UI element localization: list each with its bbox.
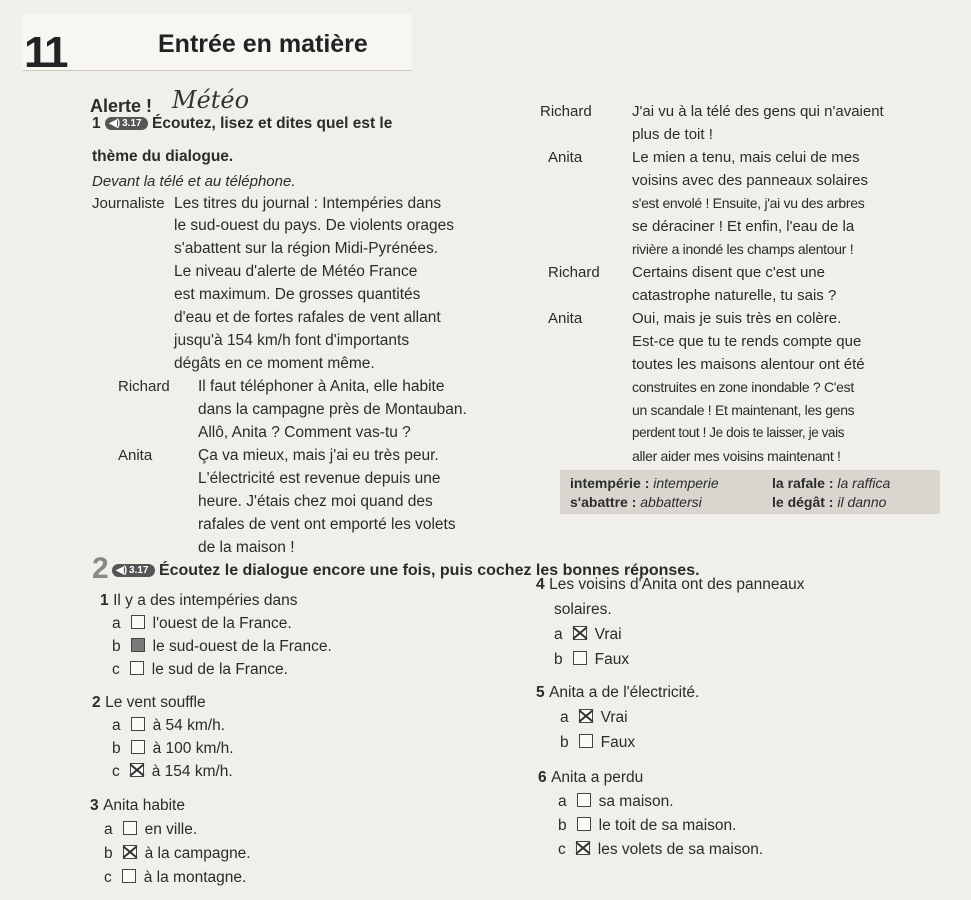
answer-option[interactable]: a Vrai (560, 709, 628, 726)
checkbox-checked-icon[interactable] (573, 626, 587, 640)
dialogue-line: voisins avec des panneaux solaires (632, 172, 868, 189)
answer-option[interactable]: b à la campagne. (104, 845, 251, 862)
checkbox-icon[interactable] (130, 661, 144, 675)
dialogue-line: est maximum. De grosses quantités (174, 286, 421, 303)
checkbox-icon[interactable] (123, 821, 137, 835)
dialogue-line: s'abattent sur la région Midi-Pyrénées. (174, 240, 439, 257)
dialogue-line: rafales de vent ont emporté les volets (198, 516, 456, 533)
dialogue-line: Est-ce que tu te rends compte que (632, 333, 862, 350)
checkbox-icon[interactable] (573, 651, 587, 665)
dialogue-line: de la maison ! (198, 539, 295, 556)
dialogue-line: aller aider mes voisins maintenant ! (632, 448, 841, 464)
dialogue-setting: Devant la télé et au téléphone. (92, 173, 296, 190)
speaker-icon: ◀) (109, 118, 121, 130)
question-stem: 5 Anita a de l'électricité. (536, 684, 700, 701)
checkbox-checked-icon[interactable] (123, 845, 137, 859)
glossary-entry: intempérie : intemperie (570, 475, 719, 491)
dialogue-line: rivière a inondé les champs alentour ! (632, 241, 854, 257)
glossary-entry: le dégât : il danno (772, 494, 887, 510)
glossary-entry: la rafale : la raffica (772, 475, 891, 491)
checkbox-icon[interactable] (131, 615, 145, 629)
dialogue-line: plus de toit ! (632, 126, 713, 143)
answer-option[interactable]: a à 54 km/h. (112, 717, 225, 734)
question-stem: 3 Anita habite (90, 797, 185, 814)
checkbox-icon[interactable] (579, 734, 593, 748)
audio-track-number: 3.17 (129, 565, 149, 577)
dialogue-line: un scandale ! Et maintenant, les gens (632, 402, 855, 418)
checkbox-icon[interactable] (122, 869, 136, 883)
checkbox-icon[interactable] (131, 717, 145, 731)
answer-option[interactable]: a en ville. (104, 821, 198, 838)
checkbox-icon[interactable] (577, 817, 591, 831)
dialogue-line: Allô, Anita ? Comment vas-tu ? (198, 424, 411, 441)
answer-option[interactable]: b à 100 km/h. (112, 740, 234, 757)
checkbox-checked-icon[interactable] (579, 709, 593, 723)
answer-option[interactable]: b Faux (554, 651, 630, 668)
dialogue-line: dans la campagne près de Montauban. (198, 401, 467, 418)
dialogue-line: s'est envolé ! Ensuite, j'ai vu des arbres (632, 195, 865, 211)
answer-option[interactable]: c le sud de la France. (112, 661, 288, 678)
exercise1-instruction-line2: thème du dialogue. (92, 148, 234, 165)
dialogue-line: jusqu'à 154 km/h font d'importants (174, 332, 410, 349)
dialogue-line: d'eau et de fortes rafales de vent allant (174, 309, 441, 326)
answer-option[interactable]: b le toit de sa maison. (558, 817, 737, 834)
question-stem: 4 Les voisins d'Anita ont des panneaux (536, 576, 805, 593)
answer-option[interactable]: c à 154 km/h. (112, 763, 233, 780)
glossary-entry: s'abattre : abbattersi (570, 494, 702, 510)
dialogue-line: Il faut téléphoner à Anita, elle habite (198, 378, 445, 395)
answer-option[interactable]: c à la montagne. (104, 869, 247, 886)
dialogue-line: Certains disent que c'est une (632, 264, 825, 281)
answer-option[interactable]: c les volets de sa maison. (558, 841, 764, 858)
dialogue-line: catastrophe naturelle, tu sais ? (632, 287, 837, 304)
speaker-label: Richard (548, 264, 600, 281)
exercise1-number: 1 (92, 115, 101, 132)
dialogue-line: Oui, mais je suis très en colère. (632, 310, 842, 327)
dialogue-line: le sud-ouest du pays. De violents orages (174, 217, 455, 234)
chapter-number: 11 (24, 28, 67, 77)
answer-option[interactable]: b le sud-ouest de la France. (112, 638, 332, 655)
dialogue-line: L'électricité est revenue depuis une (198, 470, 441, 487)
exercise1-instruction (92, 115, 392, 133)
question-stem: 6 Anita a perdu (538, 769, 644, 786)
dialogue-line: dégâts en ce moment même. (174, 355, 375, 372)
checkbox-checked-icon[interactable] (576, 841, 590, 855)
checkbox-icon[interactable] (577, 793, 591, 807)
checkbox-checked-icon[interactable] (131, 638, 145, 652)
audio-track-number: 3.17 (122, 118, 142, 130)
dialogue-line: Le mien a tenu, mais celui de mes (632, 149, 860, 166)
dialogue-line: toutes les maisons alentour ont été (632, 356, 865, 373)
speaker-label: Anita (548, 310, 583, 327)
question-stem: 2 Le vent souffle (92, 694, 206, 711)
question-stem-continued: solaires. (554, 601, 612, 618)
speaker-label: Richard (118, 378, 170, 395)
dialogue-line: se déraciner ! Et enfin, l'eau de la (632, 218, 855, 235)
exercise1-instruction-line1: Écoutez, lisez et dites quel est le (152, 115, 393, 132)
answer-option[interactable]: a l'ouest de la France. (112, 615, 292, 632)
exercise2-number: 2 (92, 552, 109, 585)
section-title: Alerte ! (90, 96, 153, 116)
dialogue-line: J'ai vu à la télé des gens qui n'avaient (632, 103, 884, 120)
audio-track-badge[interactable] (112, 564, 155, 577)
speaker-icon: ◀) (116, 565, 128, 577)
checkbox-icon[interactable] (131, 740, 145, 754)
speaker-label: Anita (548, 149, 583, 166)
exercise2-instruction-text: Écoutez le dialogue encore une fois, puis cochez les bonnes réponses. (158, 562, 700, 579)
audio-track-badge[interactable] (105, 117, 148, 130)
answer-option[interactable]: a sa maison. (558, 793, 674, 810)
answer-option[interactable]: b Faux (560, 734, 636, 751)
handwritten-note: Météo (172, 86, 250, 114)
dialogue-line: Les titres du journal : Intempéries dans (174, 195, 442, 212)
speaker-label: Journaliste (92, 195, 165, 212)
speaker-label: Anita (118, 447, 153, 464)
checkbox-checked-icon[interactable] (130, 763, 144, 777)
speaker-label: Richard (540, 103, 592, 120)
dialogue-line: perdent tout ! Je dois te laisser, je vais (632, 425, 845, 440)
chapter-title: Entrée en matière (158, 30, 368, 58)
question-stem: 1 Il y a des intempéries dans (100, 592, 298, 609)
dialogue-line: construites en zone inondable ? C'est (632, 379, 854, 395)
dialogue-line: heure. J'étais chez moi quand des (198, 493, 433, 510)
answer-option[interactable]: a Vrai (554, 626, 622, 643)
dialogue-line: Le niveau d'alerte de Météo France (174, 263, 418, 280)
dialogue-line: Ça va mieux, mais j'ai eu très peur. (198, 447, 439, 464)
